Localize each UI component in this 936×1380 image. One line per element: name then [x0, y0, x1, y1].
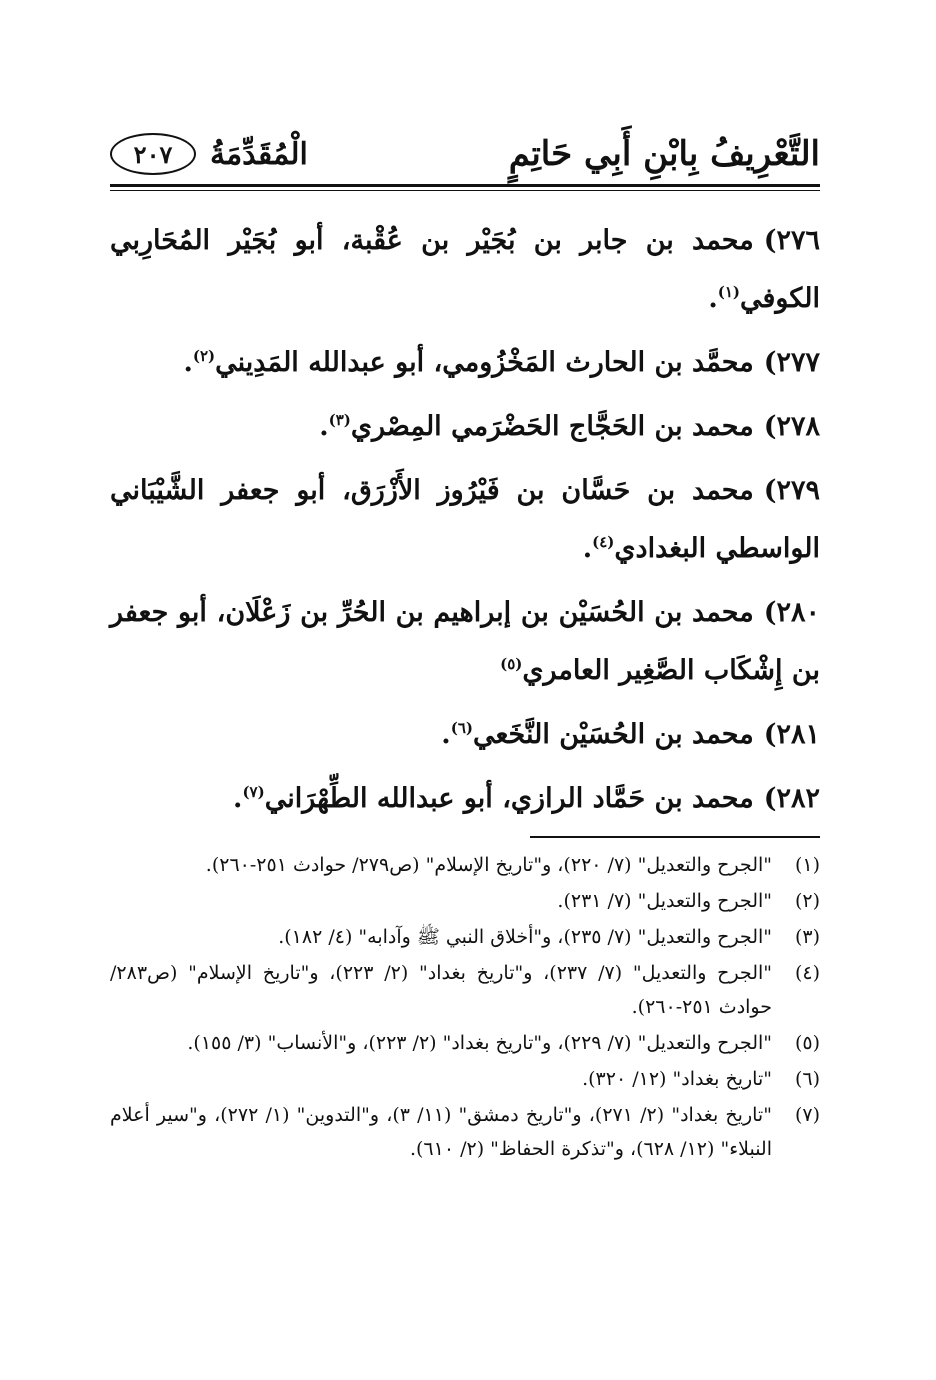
- book-page: [110, 0, 820, 1380]
- footnote-number: (٧): [794, 1104, 820, 1126]
- entry-279: [110, 462, 820, 578]
- entry-text: محمَّد بن الحارث المَخْزُومي، أبو عبدالله المَدِيني: [215, 347, 754, 378]
- entry-number: ٢٧٩): [763, 475, 820, 506]
- entry-number: ٢٧٧): [763, 347, 820, 378]
- entry-end: .: [319, 411, 329, 442]
- entry-text: محمد بن حَسَّان بن فَيْرُوز الأَزْرَق، أبو جعفر الشَّيْبَاني الواسطي البغدادي: [110, 475, 820, 564]
- footnote-ref[interactable]: (٥): [500, 655, 523, 673]
- entry-282: [110, 770, 820, 828]
- entry-number: ٢٨١): [763, 719, 820, 750]
- footnote-4: [110, 956, 820, 1024]
- footnote-5: [110, 1026, 820, 1060]
- entry-end: .: [441, 719, 451, 750]
- footnote-text: "الجرح والتعديل" (٧/ ٢٣٧)، و"تاريخ بغداد" (٢/ ٢٢٣)، و"تاريخ الإسلام" (ص٢٨٣/ حوادث ٢٥١-٢٦٠).: [110, 962, 772, 1018]
- page-number: ٢٠٧: [110, 133, 196, 175]
- page-header: [110, 128, 820, 180]
- footnote-ref[interactable]: (٤): [592, 533, 615, 551]
- entry-280: [110, 584, 820, 700]
- footnote-text: "الجرح والتعديل" (٧/ ٢٣١).: [557, 890, 772, 912]
- header-rule-thin: [110, 190, 820, 191]
- footnote-ref[interactable]: (٣): [328, 411, 351, 429]
- footnotes: [110, 848, 820, 1168]
- footnote-text: "تاريخ بغداد" (٢/ ٢٧١)، و"تاريخ دمشق" (١١/ ٣)، و"التدوين" (١/ ٢٧٢)، و"سير أعلام النبلاء" (١٢/ ٦٢٨)، و"تذكرة الحفاظ" (٢/ ٦١٠).: [110, 1104, 772, 1160]
- entry-end: .: [708, 283, 718, 314]
- footnote-number: (١): [794, 854, 820, 876]
- footnote-3: [110, 920, 820, 954]
- footnote-number: (٤): [794, 962, 820, 984]
- biography-entries: [110, 212, 820, 834]
- entry-text: محمد بن الحُسَيْن بن إبراهيم بن الحُرِّ بن زَعْلَان، أبو جعفر بن إِشْكَاب الصَّغِير العامري: [110, 597, 820, 686]
- footnote-number: (٣): [794, 926, 820, 948]
- footnote-ref[interactable]: (١): [717, 283, 740, 301]
- section-title: الْمُقَدِّمَةُ: [210, 136, 308, 172]
- footnote-number: (٢): [794, 890, 820, 912]
- footnote-ref[interactable]: (٧): [242, 783, 265, 801]
- entry-276: [110, 212, 820, 328]
- entry-end: .: [183, 347, 193, 378]
- footnote-1: [110, 848, 820, 882]
- entry-text: محمد بن الحَجَّاج الحَضْرَمي المِصْري: [350, 411, 754, 442]
- entry-number: ٢٧٦): [763, 225, 820, 256]
- footnote-6: [110, 1062, 820, 1096]
- footnote-number: (٥): [794, 1032, 820, 1054]
- entry-text: محمد بن الحُسَيْن النَّخَعي: [472, 719, 754, 750]
- footnote-2: [110, 884, 820, 918]
- entry-end: .: [233, 783, 243, 814]
- footnote-ref[interactable]: (٦): [450, 719, 473, 737]
- entry-text: محمد بن جابر بن بُجَيْر بن عُقْبة، أبو بُجَيْر المُحَارِبي الكوفي: [110, 225, 820, 314]
- entry-277: [110, 334, 820, 392]
- footnote-number: (٦): [794, 1068, 820, 1090]
- footnote-ref[interactable]: (٢): [192, 347, 216, 365]
- header-rule: [110, 184, 820, 187]
- entry-number: ٢٨٢): [763, 783, 820, 814]
- footnote-text: "الجرح والتعديل" (٧/ ٢٢٠)، و"تاريخ الإسلام" (ص٢٧٩/ حوادث ٢٥١-٢٦٠).: [205, 854, 772, 876]
- footnote-separator: [530, 836, 820, 838]
- entry-number: ٢٨٠): [763, 597, 820, 628]
- entry-281: [110, 706, 820, 764]
- entry-278: [110, 398, 820, 456]
- header-section-group: [110, 133, 308, 175]
- footnote-text: "الجرح والتعديل" (٧/ ٢٣٥)، و"أخلاق النبي ﷺ وآدابه" (٤/ ١٨٢).: [278, 926, 772, 948]
- footnote-7: [110, 1098, 820, 1166]
- entry-end: .: [582, 533, 593, 564]
- entry-text: محمد بن حَمَّاد الرازي، أبو عبدالله الطِّهْرَاني: [264, 783, 754, 814]
- book-title: التَّعْرِيفُ بِابْنِ أَبِي حَاتِمٍ: [508, 134, 820, 174]
- footnote-text: "تاريخ بغداد" (١٢/ ٣٢٠).: [582, 1068, 772, 1090]
- entry-number: ٢٧٨): [763, 411, 820, 442]
- footnote-text: "الجرح والتعديل" (٧/ ٢٢٩)، و"تاريخ بغداد" (٢/ ٢٢٣)، و"الأنساب" (٣/ ١٥٥).: [187, 1032, 772, 1054]
